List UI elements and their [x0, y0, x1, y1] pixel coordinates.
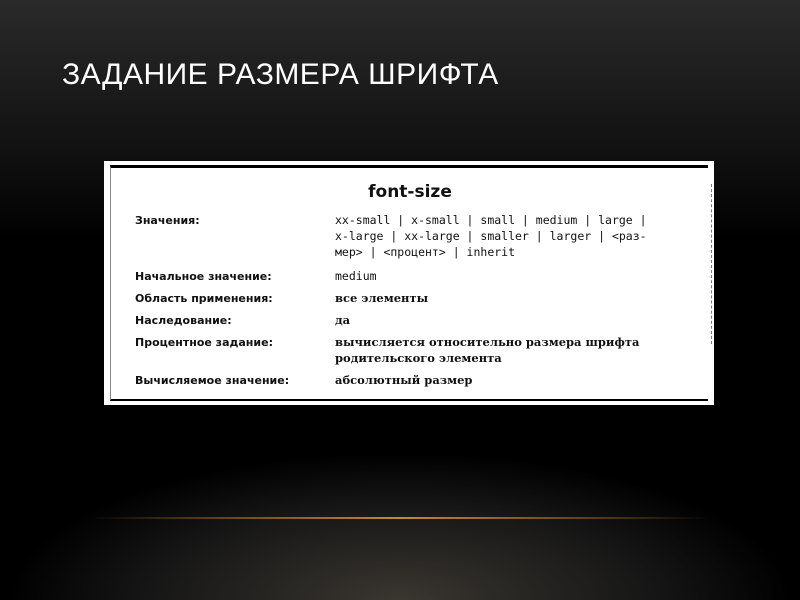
- property-name: font-size: [368, 182, 452, 202]
- row-value-values: [335, 212, 695, 260]
- property-table: [110, 165, 708, 401]
- value-line: xx-small | x-small | small | medium | large |: [335, 213, 647, 227]
- row-value-inherited: да: [335, 313, 351, 327]
- row-label-initial: Начальное значение:: [135, 270, 272, 283]
- row-label-percentages: Процентное задание:: [135, 336, 273, 349]
- row-label-applies-to: Область применения:: [135, 292, 273, 305]
- row-value-initial: medium: [335, 269, 377, 283]
- floor-glow-line: [90, 517, 710, 519]
- value-line: мер> | <процент> | inherit: [335, 245, 516, 259]
- row-value-applies-to: все элементы: [335, 291, 429, 305]
- value-line: родительского элемента: [335, 351, 502, 365]
- row-value-percentages: [335, 334, 695, 366]
- row-label-inherited: Наследование:: [135, 314, 232, 327]
- scanned-table-image: [104, 161, 714, 405]
- row-value-computed: абсолютный размер: [335, 373, 473, 387]
- row-label-values: Значения:: [135, 214, 200, 227]
- slide-title: ЗАДАНИЕ РАЗМЕРА ШРИФТА: [62, 58, 499, 91]
- value-line: x-large | xx-large | smaller | larger | <раз-: [335, 229, 647, 243]
- scan-edge-marks: [705, 184, 712, 344]
- value-line: вычисляется относительно размера шрифта: [335, 335, 640, 349]
- row-label-computed: Вычисляемое значение:: [135, 374, 290, 387]
